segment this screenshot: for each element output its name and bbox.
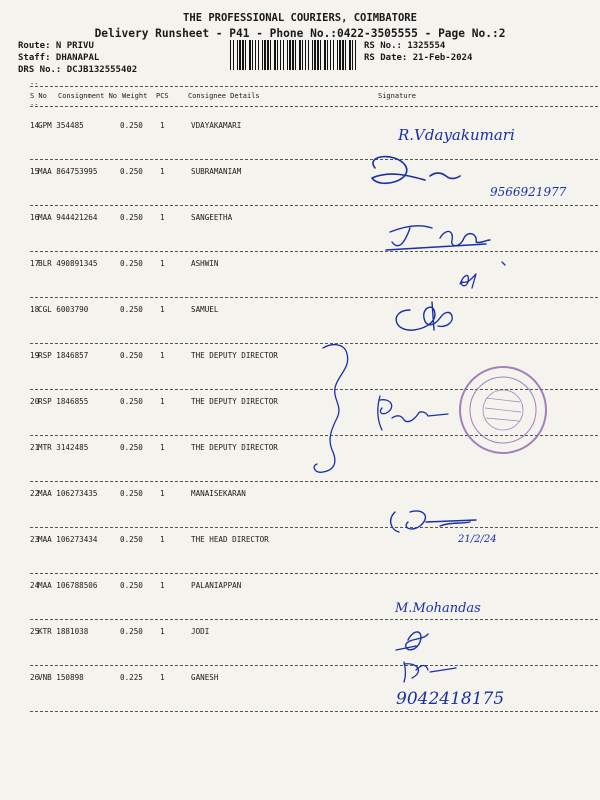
cell-pcs: 1 — [160, 213, 165, 222]
row-26-handwritten-number: 9042418175 — [396, 689, 505, 709]
cell-pcs: 1 — [160, 259, 165, 268]
cell-consignee: THE HEAD DIRECTOR — [191, 535, 269, 544]
row-25-handwritten-name: M.Mohandas — [395, 601, 481, 616]
cell-weight: 0.250 — [120, 351, 143, 360]
rubber-stamp — [460, 367, 546, 453]
cell-weight: 0.250 — [120, 581, 143, 590]
cell-consignment: MTR 3142485 — [38, 443, 89, 452]
cell-sno: 25 — [30, 627, 40, 636]
cell-sno: 18 — [30, 305, 40, 314]
cell-consignee: THE DEPUTY DIRECTOR — [191, 397, 278, 406]
cell-consignee: GANESH — [191, 673, 219, 682]
cell-consignment: MAA 106273434 — [38, 535, 98, 544]
cell-sno: 22 — [30, 489, 40, 498]
runsheet-subtitle: Delivery Runsheet - P41 - Phone No.:0422-3505555 - Page No.:2 — [94, 27, 506, 40]
col-pcs-header: PCS — [156, 92, 169, 100]
cell-pcs: 1 — [160, 443, 165, 452]
signature-row-26 — [404, 662, 456, 682]
cell-weight: 0.250 — [120, 305, 143, 314]
cell-weight: 0.250 — [120, 489, 143, 498]
cell-weight: 0.250 — [120, 259, 143, 268]
columns-marker: -- — [30, 101, 39, 109]
cell-weight: 0.250 — [120, 627, 143, 636]
route-label: Route: N PRIVU — [18, 41, 94, 51]
col-signature-header: Signature — [378, 92, 416, 100]
signature-row-20 — [378, 396, 448, 430]
cell-sno: 26 — [30, 673, 40, 682]
cell-pcs: 1 — [160, 673, 165, 682]
row-15-handwritten-number: 9566921977 — [490, 185, 567, 199]
rs-number: RS No.: 1325554 — [364, 41, 446, 51]
header-marker: -- — [30, 80, 39, 88]
cell-weight: 0.250 — [120, 397, 143, 406]
signature-row-25 — [396, 632, 428, 650]
cell-consignment: VNB 150898 — [38, 673, 84, 682]
col-consignment-header: Consignment No — [58, 92, 118, 100]
cell-consignment: RSP 1846857 — [38, 351, 89, 360]
cell-consignment: RSP 1846855 — [38, 397, 89, 406]
cell-pcs: 1 — [160, 351, 165, 360]
cell-sno: 20 — [30, 397, 40, 406]
cell-weight: 0.250 — [120, 443, 143, 452]
cell-sno: 24 — [30, 581, 40, 590]
cell-consignee: PALANIAPPAN — [191, 581, 242, 590]
cell-weight: 0.250 — [120, 213, 143, 222]
cell-consignment: MAA 106273435 — [38, 489, 98, 498]
cell-pcs: 1 — [160, 121, 165, 130]
signature-row-23 — [391, 511, 476, 532]
cell-consignee: THE DEPUTY DIRECTOR — [191, 443, 278, 452]
cell-consignment: MAA 864753995 — [38, 167, 98, 176]
cell-consignment: MAA 944421264 — [38, 213, 98, 222]
cell-consignee: VDAYAKAMARI — [191, 121, 242, 130]
cell-consignee: ASHWIN — [191, 259, 219, 268]
col-sno-header: S No — [30, 92, 47, 100]
cell-pcs: 1 — [160, 489, 165, 498]
cell-sno: 17 — [30, 259, 40, 268]
signature-row-18 — [396, 302, 452, 330]
cell-sno: 23 — [30, 535, 40, 544]
cell-consignee: JODI — [191, 627, 210, 636]
cell-sno: 21 — [30, 443, 40, 452]
cell-sno: 19 — [30, 351, 40, 360]
cell-weight: 0.250 — [120, 167, 143, 176]
cell-sno: 15 — [30, 167, 40, 176]
row-14-handwritten-name: R.Vdayakumari — [398, 126, 515, 144]
signature-row-15 — [372, 157, 460, 184]
cell-sno: 14 — [30, 121, 40, 130]
rs-date: RS Date: 21-Feb-2024 — [364, 53, 473, 63]
cell-pcs: 1 — [160, 581, 165, 590]
cell-weight: 0.225 — [120, 673, 143, 682]
drs-number: DRS No.: DCJB132555402 — [18, 65, 138, 75]
cell-consignment: MAA 106788506 — [38, 581, 98, 590]
cell-sno: 16 — [30, 213, 40, 222]
director-signature-squiggle — [314, 345, 348, 473]
cell-consignee: SUBRAMANIAM — [191, 167, 242, 176]
col-weight-header: Weight — [122, 92, 148, 100]
cell-consignment: CGL 6003790 — [38, 305, 89, 314]
cell-consignee: SAMUEL — [191, 305, 219, 314]
cell-pcs: 1 — [160, 397, 165, 406]
staff-label: Staff: DHANAPAL — [18, 53, 100, 63]
cell-pcs: 1 — [160, 627, 165, 636]
cell-consignee: SANGEETHA — [191, 213, 233, 222]
cell-weight: 0.250 — [120, 535, 143, 544]
cell-pcs: 1 — [160, 167, 165, 176]
cell-pcs: 1 — [160, 535, 165, 544]
cell-consignment: KTR 1881038 — [38, 627, 89, 636]
company-title: THE PROFESSIONAL COURIERS, COIMBATORE — [183, 12, 417, 24]
signature-row-16 — [386, 226, 490, 250]
cell-weight: 0.250 — [120, 121, 143, 130]
cell-consignment: BLR 490891345 — [38, 259, 98, 268]
col-consignee-header: Consignee Details — [188, 92, 260, 100]
cell-pcs: 1 — [160, 305, 165, 314]
cell-consignee: MANAISEKARAN — [191, 489, 246, 498]
signature-row-17 — [460, 262, 505, 288]
cell-consignee: THE DEPUTY DIRECTOR — [191, 351, 278, 360]
row-23-date-handwritten: 21/2/24 — [458, 534, 497, 545]
cell-consignment: GPM 354485 — [38, 121, 84, 130]
